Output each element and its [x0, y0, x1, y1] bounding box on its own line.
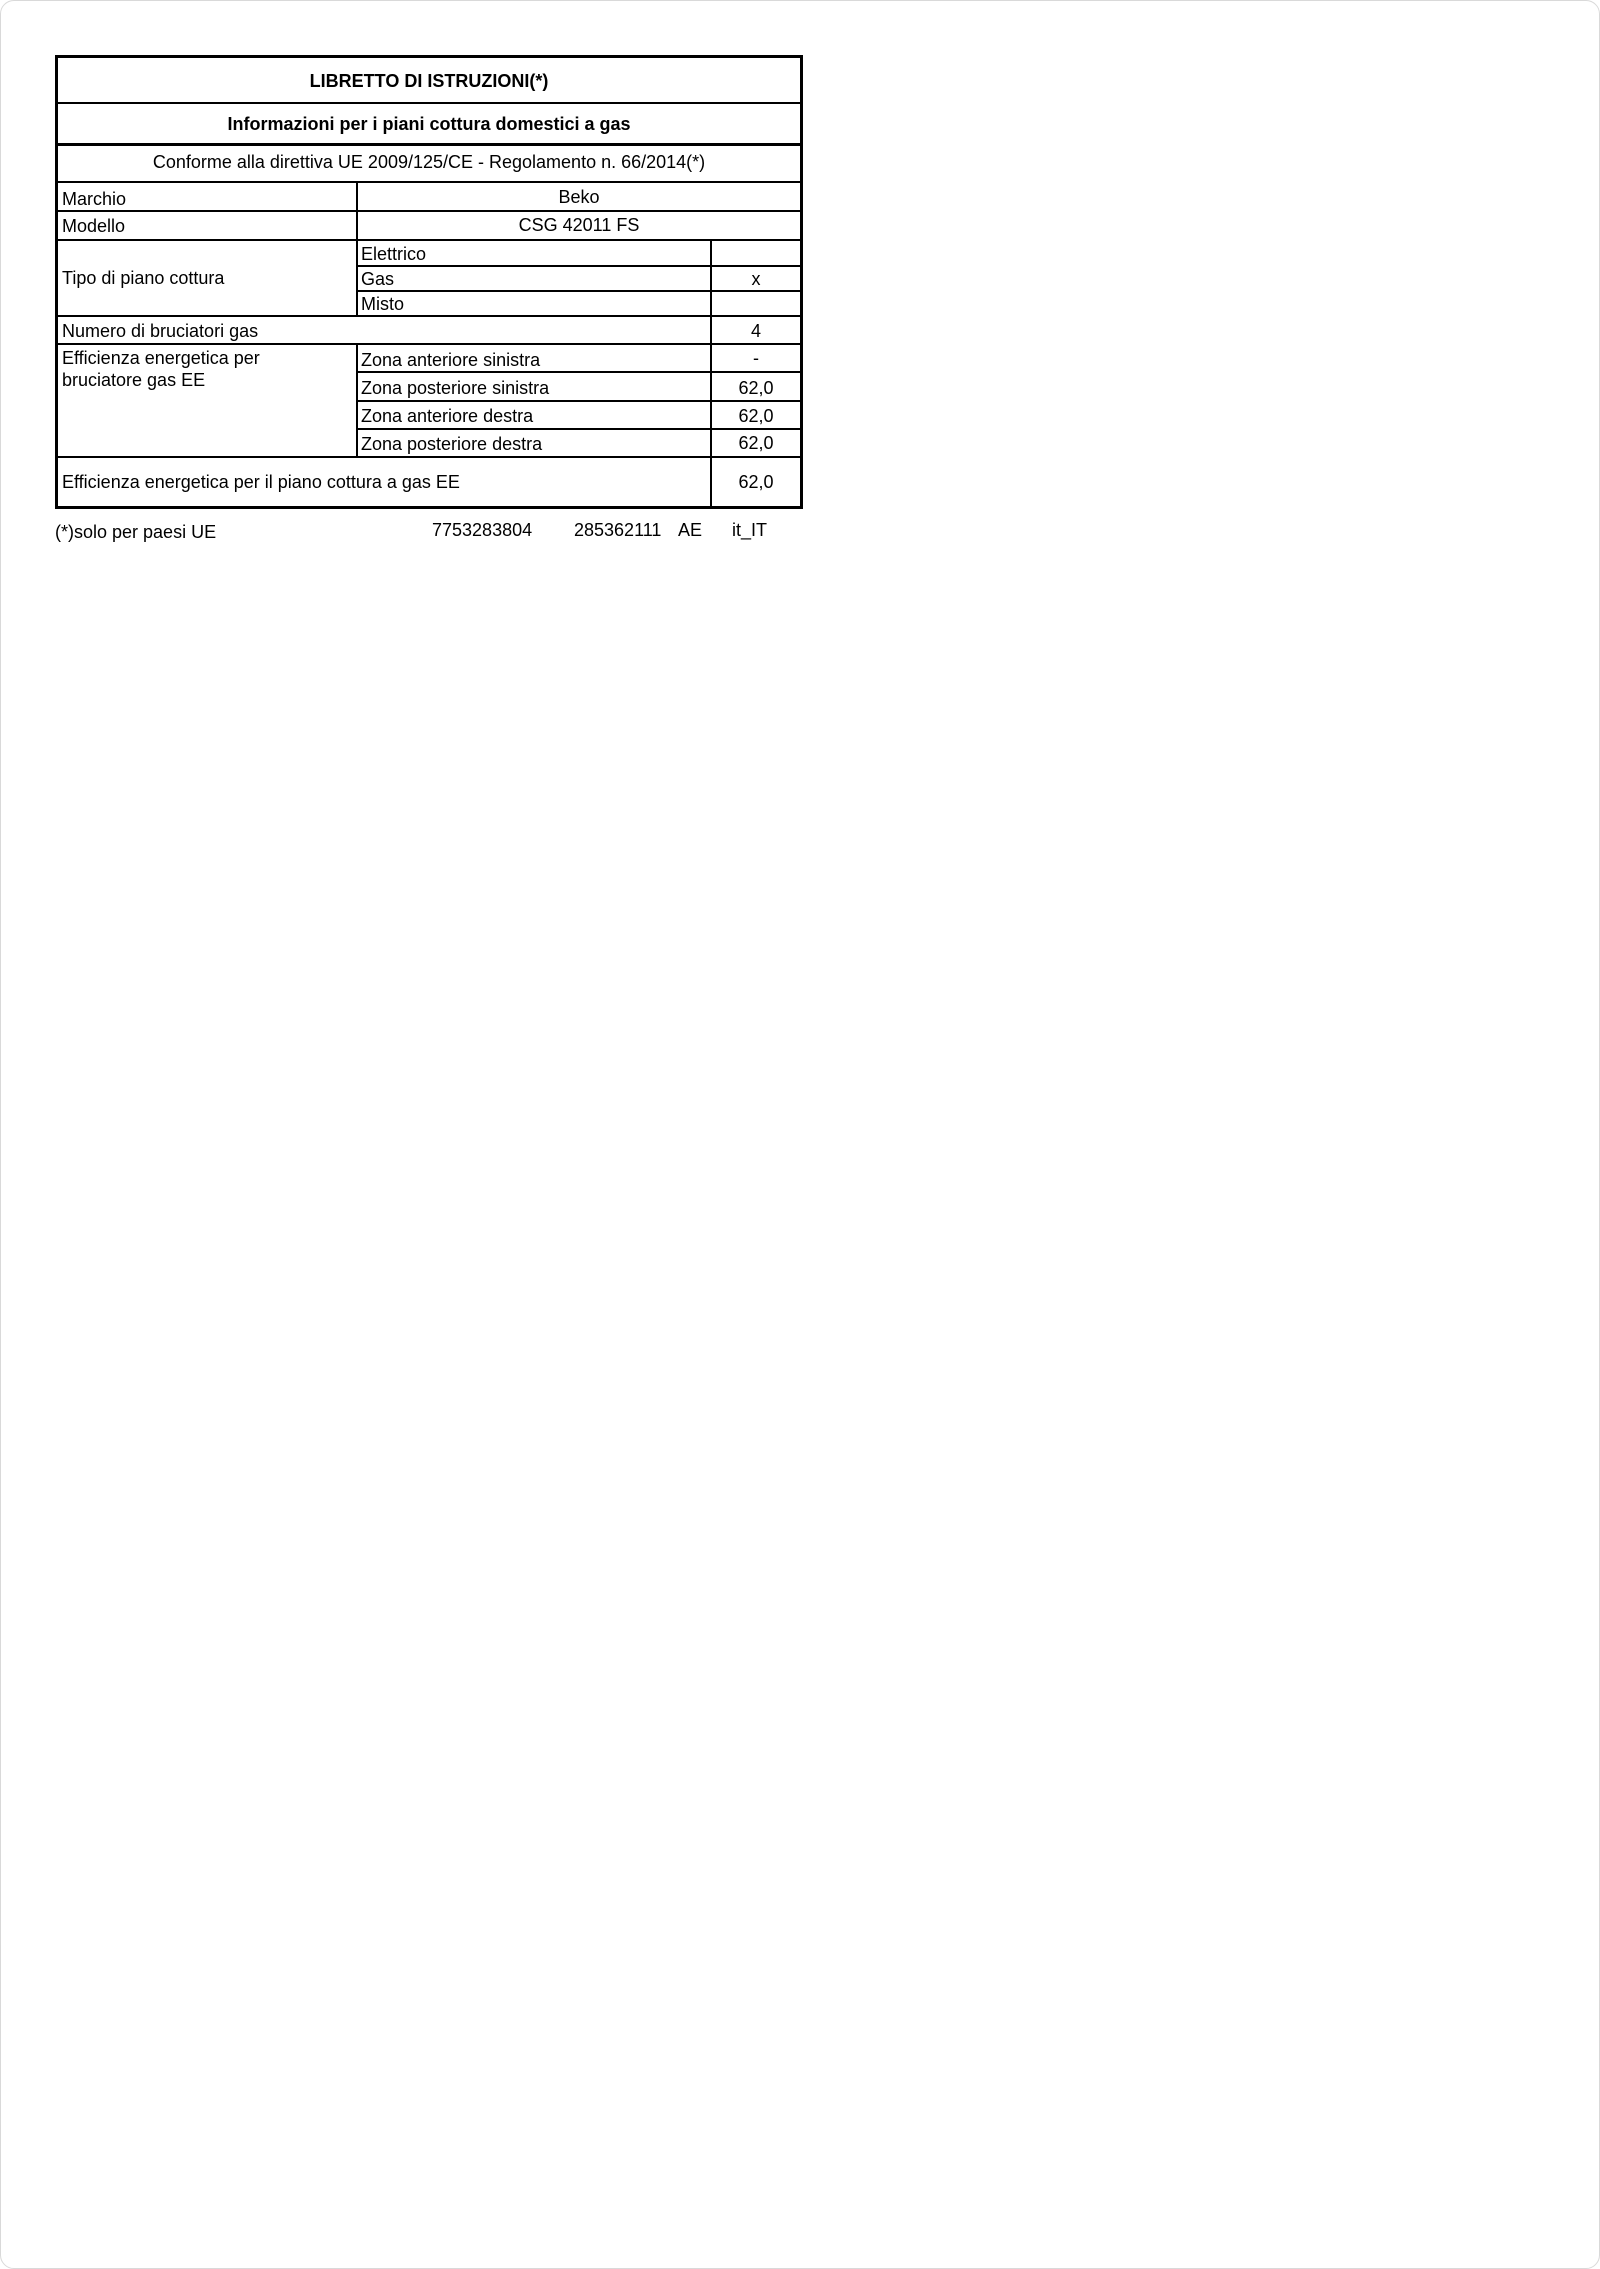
hob-efficiency-label: Efficienza energetica per il piano cottura a gas EE	[62, 472, 460, 492]
zone-value: 62,0	[738, 406, 774, 426]
zone-label: Zona anteriore sinistra	[361, 350, 541, 370]
footer-locale: it_IT	[732, 520, 768, 540]
zone-value: -	[753, 348, 759, 368]
zone-value: 62,0	[738, 378, 774, 398]
table-title: LIBRETTO DI ISTRUZIONI(*)	[309, 71, 549, 91]
zone-label: Zona anteriore destra	[361, 406, 534, 426]
footer-note: (*)solo per paesi UE	[55, 522, 217, 542]
model-label: Modello	[62, 216, 126, 236]
info-table	[55, 55, 803, 509]
burner-efficiency-label-line2: bruciatore gas EE	[62, 370, 206, 390]
footer-code: AE	[678, 520, 703, 540]
hob-type-option-value: x	[751, 269, 761, 289]
model-value: CSG 42011 FS	[518, 215, 640, 235]
footer-code: 7753283804	[432, 520, 533, 540]
hob-type-option-label: Gas	[361, 269, 395, 289]
brand-value: Beko	[558, 187, 600, 207]
directive-text: Conforme alla direttiva UE 2009/125/CE - Regolamento n. 66/2014(*)	[152, 152, 706, 172]
burners-label: Numero di bruciatori gas	[62, 321, 259, 341]
zone-value: 62,0	[738, 433, 774, 453]
table-subtitle: Informazioni per i piani cottura domestici a gas	[227, 114, 631, 134]
burner-efficiency-label-line1: Efficienza energetica per	[62, 348, 260, 368]
hob-type-option-label: Misto	[361, 294, 405, 314]
footer-code: 285362111	[574, 520, 662, 540]
hob-efficiency-value: 62,0	[738, 472, 774, 492]
hob-type-option-label: Elettrico	[361, 244, 427, 264]
zone-label: Zona posteriore sinistra	[361, 378, 550, 398]
hob-type-label: Tipo di piano cottura	[62, 268, 225, 288]
zone-label: Zona posteriore destra	[361, 434, 543, 454]
brand-label: Marchio	[62, 189, 127, 209]
burners-value: 4	[750, 321, 761, 341]
